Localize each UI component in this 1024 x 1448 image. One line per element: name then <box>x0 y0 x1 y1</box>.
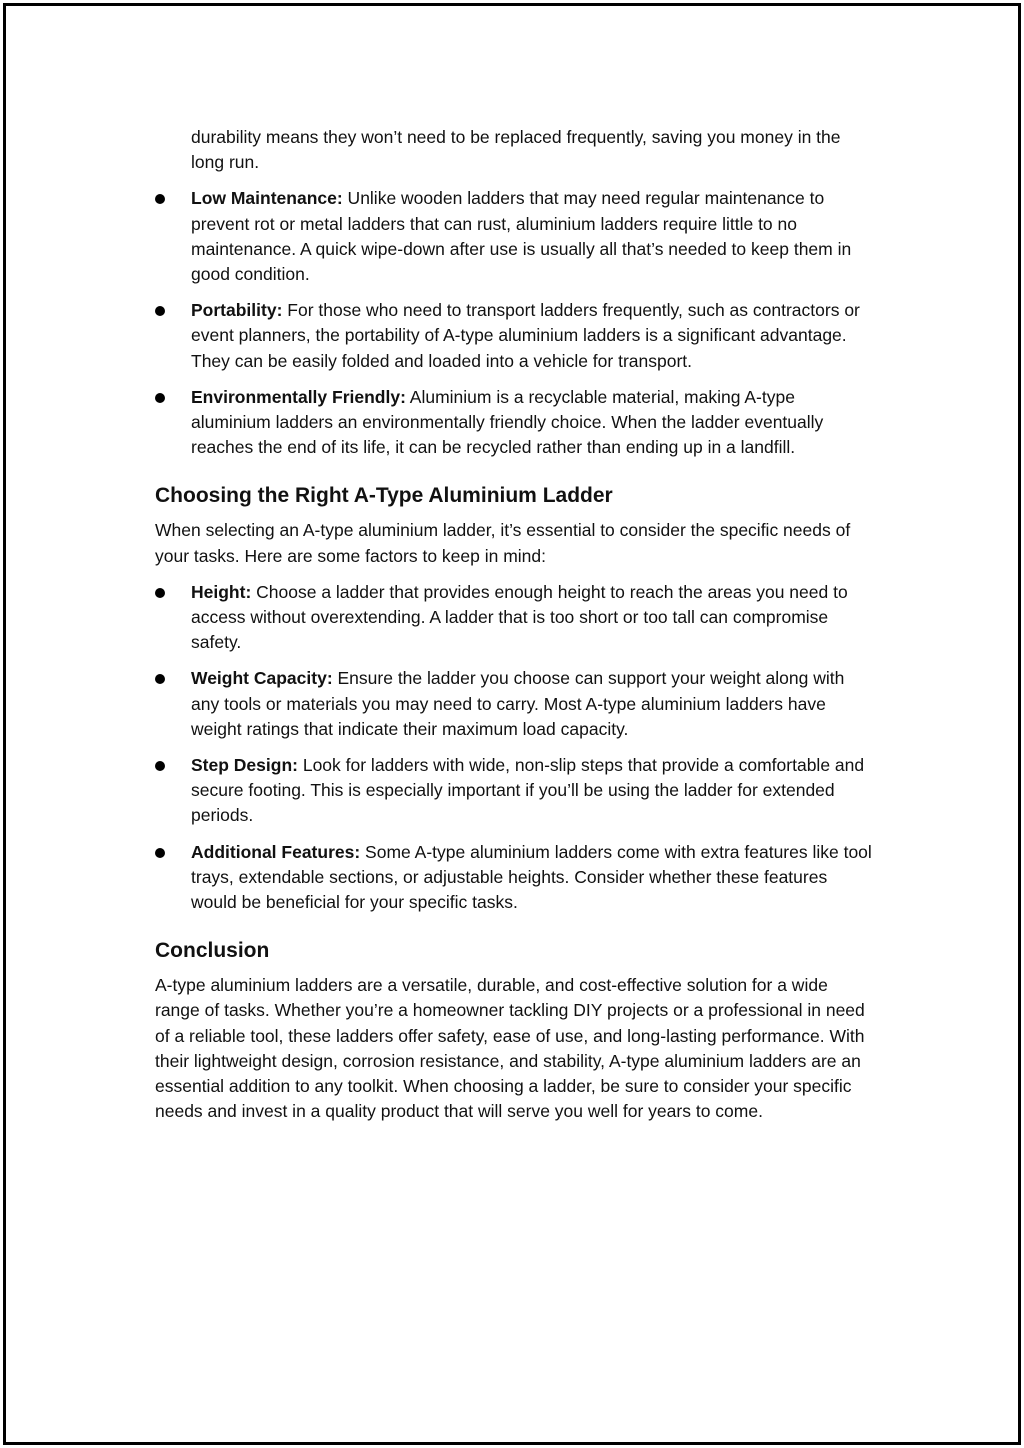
section-heading-conclusion: Conclusion <box>155 939 270 963</box>
factor-title: Height: <box>191 581 252 602</box>
factor-title: Step Design: <box>191 755 298 776</box>
benefit-text: For those who need to transport ladders frequently, such as contractors or event planners, the portability of A-type aluminium ladders is a significant advantage. They can be easily folded and loaded into a vehicle for transport. <box>191 300 860 371</box>
bullet-icon <box>155 674 165 684</box>
list-item <box>155 186 875 287</box>
list-item <box>155 580 875 656</box>
factor-title: Additional Features: <box>191 841 361 862</box>
benefit-title: Portability: <box>191 300 283 321</box>
list-item <box>155 385 875 461</box>
factors-list <box>155 580 875 915</box>
benefit-text: Unlike wooden ladders that may need regular maintenance to prevent rot or metal ladders that can rust, aluminium ladders require little to no maintenance. A quick wipe-down after use is usually all that’s needed to keep them in good condition. <box>191 188 852 285</box>
conclusion-text: A-type aluminium ladders are a versatile, durable, and cost-effective solution for a wide range of tasks. Whether you’re a homeowner tackling DIY projects or a professional in need of a reliable tool, these ladders offer safety, ease of use, and long-lasting performance. With their lightweight design, corrosion resistance, and stability, A-type aluminium ladders are an essential addition to any toolkit. When choosing a ladder, be sure to consider your specific needs and invest in a quality product that will serve you well for years to come. <box>155 975 865 1122</box>
benefit-title: Low Maintenance: <box>191 188 343 209</box>
factor-text: Some A-type aluminium ladders come with extra features like tool trays, extendable sections, or adjustable heights. Consider whether these features would be beneficial for your specific tasks. <box>191 841 872 913</box>
bullet-icon <box>155 848 165 858</box>
benefits-list <box>155 186 875 460</box>
bullet-icon <box>155 761 165 771</box>
list-item <box>155 840 875 916</box>
section-heading-choosing: Choosing the Right A-Type Aluminium Ladder <box>155 484 613 508</box>
choosing-intro: When selecting an A-type aluminium ladder, it’s essential to consider the specific needs of your tasks. Here are some factors to keep in mind: <box>155 520 851 566</box>
factor-title: Weight Capacity: <box>191 668 333 689</box>
bullet-icon <box>155 194 165 204</box>
list-item <box>155 298 875 374</box>
factor-text: Choose a ladder that provides enough height to reach the areas you need to access without overextending. A ladder that is too short or too tall can compromise safety. <box>191 581 848 653</box>
document-body <box>155 125 875 1136</box>
list-item <box>155 666 875 742</box>
intro-continuation: durability means they won’t need to be replaced frequently, saving you money in the long run. <box>191 127 841 173</box>
bullet-icon <box>155 306 165 316</box>
benefit-title: Environmentally Friendly: <box>191 386 406 407</box>
benefit-text: Aluminium is a recyclable material, making A-type aluminium ladders an environmentally friendly choice. When the ladder eventually reaches the end of its life, it can be recycled rather than ending up in a landfill. <box>191 386 824 458</box>
bullet-icon <box>155 588 165 598</box>
factor-text: Look for ladders with wide, non-slip steps that provide a comfortable and secure footing. This is especially important if you’ll be using the ladder for extended periods. <box>191 755 865 826</box>
list-item <box>155 753 875 829</box>
factor-text: Ensure the ladder you choose can support your weight along with any tools or materials you may need to carry. Most A-type aluminium ladders have weight ratings that indicate their maximum load capacity. <box>191 668 845 739</box>
bullet-icon <box>155 393 165 403</box>
